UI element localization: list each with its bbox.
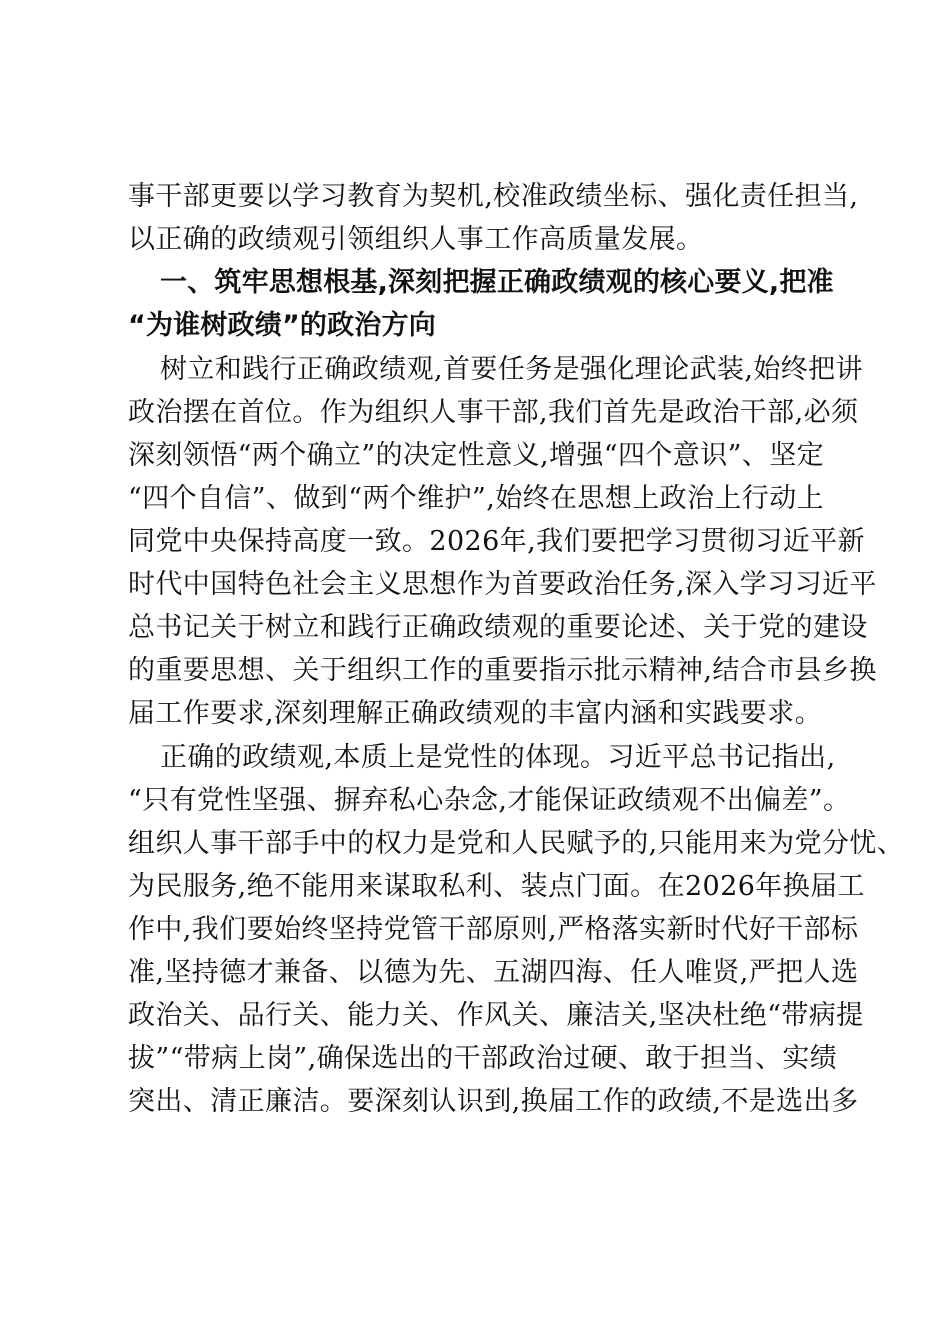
- body-text-line: 时代中国特色社会主义思想作为首要政治任务,深入学习习近平: [128, 569, 877, 600]
- body-text-line: 事干部更要以学习教育为契机,校准政绩坐标、强化责任担当,: [128, 181, 859, 212]
- body-text-line: “只有党性坚强、摒弃私心杂念,才能保证政绩观不出偏差”。: [128, 785, 851, 816]
- body-text-line: 总书记关于树立和践行正确政绩观的重要论述、关于党的建设: [128, 612, 868, 643]
- body-text-line: 同党中央保持高度一致。2026年,我们要把学习贯彻习近平新: [128, 526, 865, 557]
- body-text-line: 为民服务,绝不能用来谋取私利、装点门面。在2026年换届工: [128, 871, 865, 902]
- body-text-line: 深刻领悟“两个确立”的决定性意义,增强“四个意识”、坚定: [128, 440, 824, 471]
- body-text-line: “四个自信”、做到“两个维护”,始终在思想上政治上行动上: [128, 483, 824, 514]
- body-text-line: 的重要思想、关于组织工作的重要指示批示精神,结合市县乡换: [128, 655, 877, 686]
- body-text-line: 政治关、品行关、能力关、作风关、廉洁关,坚决杜绝“带病提: [128, 1000, 864, 1031]
- paragraph-first-line: 树立和践行正确政绩观,首要任务是强化理论武装,始终把讲: [160, 354, 863, 385]
- body-text-line: 组织人事干部手中的权力是党和人民赋予的,只能用来为党分忧、: [128, 828, 905, 859]
- body-text-line: 突出、清正廉洁。要深刻认识到,换届工作的政绩,不是选出多: [128, 1086, 859, 1117]
- body-text-line: 政治摆在首位。作为组织人事干部,我们首先是政治干部,必须: [128, 397, 859, 428]
- body-text-line: 以正确的政绩观引领组织人事工作高质量发展。: [128, 224, 704, 255]
- body-text-line: 作中,我们要始终坚持党管干部原则,严格落实新时代好干部标: [128, 914, 859, 945]
- paragraph-first-line: 正确的政绩观,本质上是党性的体现。习近平总书记指出,: [160, 742, 836, 773]
- body-text-line: 拔”“带病上岗”,确保选出的干部政治过硬、敢于担当、实绩: [128, 1043, 838, 1074]
- section-heading: 一、筑牢思想根基,深刻把握正确政绩观的核心要义,把准: [160, 267, 834, 298]
- body-text-line: 准,坚持德才兼备、以德为先、五湖四海、任人唯贤,严把人选: [128, 957, 859, 988]
- body-text-line: 届工作要求,深刻理解正确政绩观的丰富内涵和实践要求。: [128, 698, 822, 729]
- section-heading-continued: “为谁树政绩”的政治方向: [128, 310, 436, 341]
